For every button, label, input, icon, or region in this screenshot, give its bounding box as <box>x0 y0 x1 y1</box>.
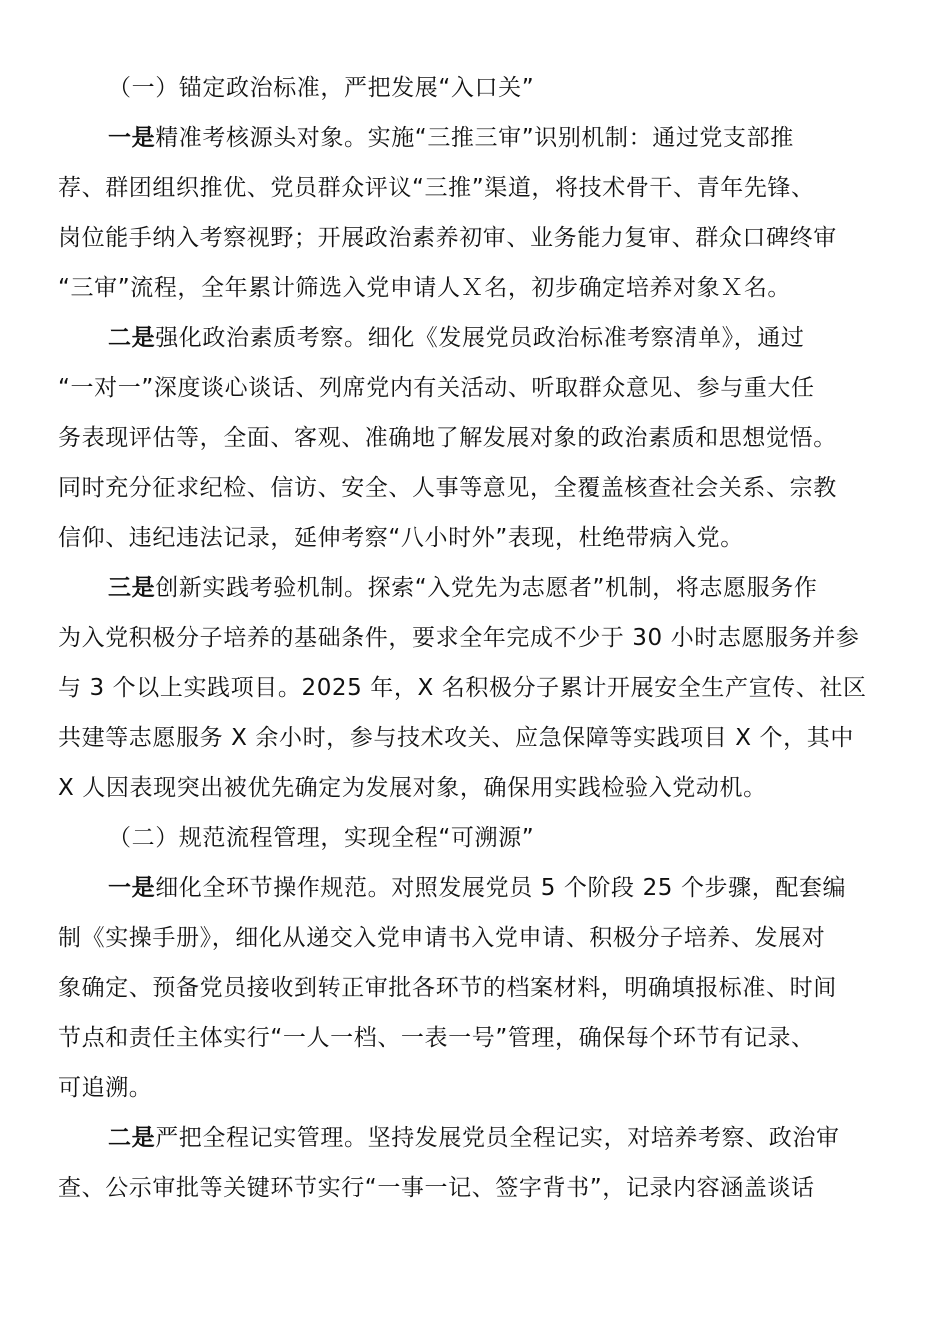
paragraph-lead: 一是 <box>108 875 156 901</box>
paragraph-line: “一对一”深度谈心谈话、列席党内有关活动、听取群众意见、参与重大任 <box>58 375 815 401</box>
paragraph-line: 荐、群团组织推优、党员群众评议“三推”渠道，将技术骨干、青年先锋、 <box>58 175 815 201</box>
paragraph-text: 细化全环节操作规范。对照发展党员 5 个阶段 25 个步骤，配套编 <box>155 875 847 901</box>
paragraph-first-line <box>108 863 878 913</box>
paragraph-text: 创新实践考验机制。探索“入党先为志愿者”机制，将志愿服务作 <box>155 575 818 601</box>
paragraph-line: 共建等志愿服务 X 余小时，参与技术攻关、应急保障等实践项目 X 个，其中 <box>58 725 854 751</box>
paragraph-line: 务表现评估等，全面、客观、准确地了解发展对象的政治素质和思想觉悟。 <box>58 425 837 451</box>
paragraph-text: 强化政治素质考察。细化《发展党员政治标准考察清单》，通过 <box>155 325 805 351</box>
paragraph-line: 信仰、违纪违法记录，延伸考察“八小时外”表现，杜绝带病入党。 <box>58 525 744 551</box>
paragraph-text: 严把全程记实管理。坚持发展党员全程记实，对培养考察、政治审 <box>155 1125 840 1151</box>
paragraph-lead: 一是 <box>108 125 156 151</box>
section-heading: （一）锚定政治标准，严把发展“入口关” <box>108 75 535 101</box>
paragraph-first-line <box>108 563 878 613</box>
paragraph-line: 为入党积极分子培养的基础条件，要求全年完成不少于 30 小时志愿服务并参 <box>58 625 860 651</box>
paragraph-first-line <box>108 313 878 363</box>
paragraph-lead: 二是 <box>108 1125 156 1151</box>
paragraph-lead: 三是 <box>108 575 156 601</box>
paragraph-line: 与 3 个以上实践项目。2025 年，X 名积极分子累计开展安全生产宣传、社区 <box>58 675 867 701</box>
paragraph-line: 制《实操手册》，细化从递交入党申请书入党申请、积极分子培养、发展对 <box>58 925 826 951</box>
paragraph-line: 节点和责任主体实行“一人一档、一表一号”管理，确保每个环节有记录、 <box>58 1025 815 1051</box>
paragraph-line: 岗位能手纳入考察视野；开展政治素养初审、业务能力复审、群众口碑终审 <box>58 225 837 251</box>
paragraph-text: 精准考核源头对象。实施“三推三审”识别机制：通过党支部推 <box>155 125 794 151</box>
paragraph-lead: 二是 <box>108 325 156 351</box>
paragraph-line: “三审”流程，全年累计筛选入党申请人Ｘ名，初步确定培养对象Ｘ名。 <box>58 275 792 301</box>
paragraph-line: 查、公示审批等关键环节实行“一事一记、签字背书”，记录内容涵盖谈话 <box>58 1175 815 1201</box>
section-heading: （二）规范流程管理，实现全程“可溯源” <box>108 825 535 851</box>
paragraph-first-line <box>108 113 878 163</box>
paragraph-line: 同时充分征求纪检、信访、安全、人事等意见，全覆盖核查社会关系、宗教 <box>58 475 837 501</box>
paragraph-first-line <box>108 1113 878 1163</box>
paragraph-line: 象确定、预备党员接收到转正审批各环节的档案材料，明确填报标准、时间 <box>58 975 837 1001</box>
paragraph-line: 可追溯。 <box>58 1075 153 1101</box>
paragraph-line: X 人因表现突出被优先确定为发展对象，确保用实践检验入党动机。 <box>58 775 767 801</box>
